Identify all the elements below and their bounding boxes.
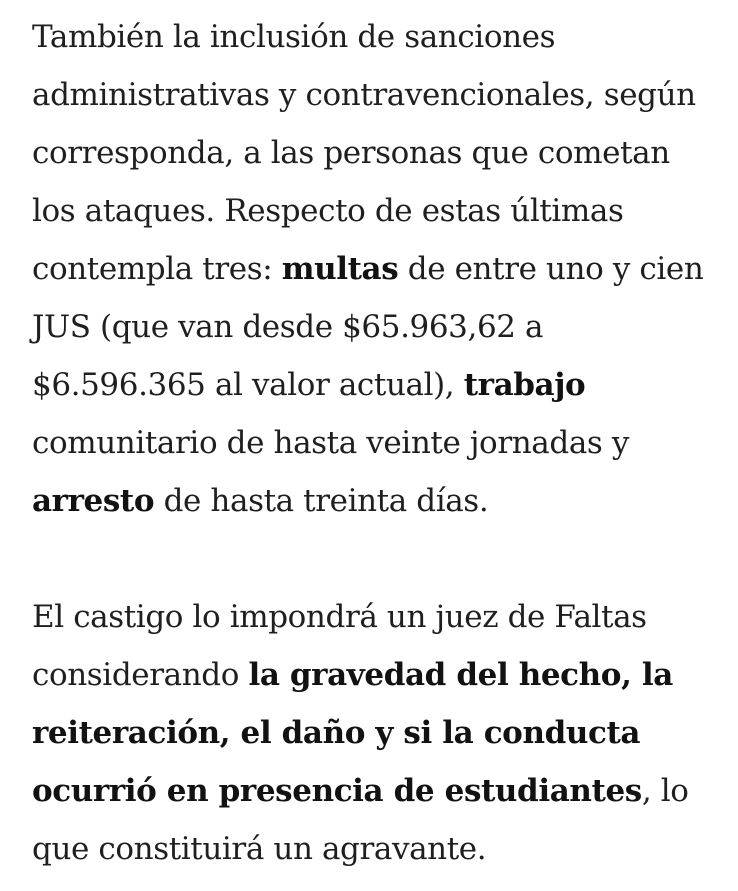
bold-community-work: trabajo bbox=[463, 367, 586, 403]
paragraph-text: comunitario de hasta veinte jornadas y bbox=[32, 425, 629, 461]
article-body bbox=[32, 8, 722, 878]
paragraph-text: de entre uno y cien JUS (que van desde $65.963,62 a $6.596.365 al valor actual), bbox=[32, 251, 704, 403]
paragraph-punishment bbox=[32, 588, 722, 878]
paragraph-text: También la inclusión de sanciones administrativas y contravencionales, según corresponda, a las personas que cometan los ataques. Respecto de estas últimas contempla tres: bbox=[32, 19, 696, 287]
paragraph-sanctions bbox=[32, 8, 722, 530]
bold-fines: multas bbox=[281, 251, 399, 287]
paragraph-text: de hasta treinta días. bbox=[154, 483, 489, 519]
bold-arrest: arresto bbox=[32, 483, 155, 519]
paragraph-text: , lo que constituirá un agravante. bbox=[32, 773, 689, 867]
bold-aggravating-criteria: la gravedad del hecho, la reiteración, el daño y si la conducta ocurrió en presencia de estudiantes bbox=[32, 657, 673, 809]
paragraph-text: El castigo lo impondrá un juez de Faltas considerando bbox=[32, 599, 647, 693]
